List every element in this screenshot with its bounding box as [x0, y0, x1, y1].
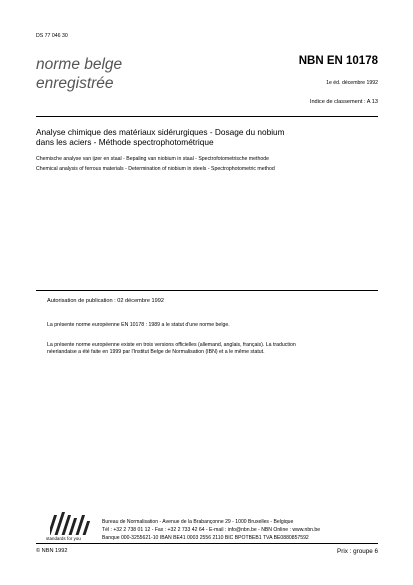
french-title-line-2: dans les aciers - Méthode spectrophotométrique: [36, 137, 214, 147]
address-line-3: Banque 000-3255621-10 IBAN BE41 0003 2556 2110 BIC BPOTBEB1 TVA BE0880857592: [102, 535, 309, 541]
document-code: DS 77 046 30: [36, 33, 68, 39]
status-paragraph: La présente norme européenne EN 10178 : 1989 a le statut d'une norme belge.: [47, 322, 230, 328]
address-line-2: Tél : +32 2 738 01 12 - Fax : +32 2 733 42 64 - E-mail : info@nbn.be - NBN Online : www.nbn.be: [102, 527, 321, 533]
standard-number: NBN EN 10178: [298, 55, 378, 67]
top-divider: [36, 116, 378, 117]
copyright: © NBN 1992: [36, 548, 68, 554]
publication-authorisation: Autorisation de publication : 02 décembre 1992: [47, 298, 164, 304]
versions-paragraph-line-2: néerlandaise a été faite en 1999 par l'Institut Belge de Normalisation (IBN) et a le même statut.: [47, 349, 265, 355]
price-group: Prix : groupe 6: [337, 548, 378, 555]
classification-index: Indice de classement : A 13: [309, 99, 378, 105]
english-title: Chemical analysis of ferrous materials - Determination of niobium in steels - Spectrophotometric method: [36, 166, 275, 172]
dutch-title: Chemische analyse van ijzer en staal - Bepaling van niobium in staal - Spectrofotometrische methode: [36, 156, 269, 162]
logo-caption: standards for you: [46, 536, 81, 541]
address-line-1: Bureau de Normalisation - Avenue de la Brabançonne 29 - 1000 Bruxelles - Belgique: [102, 519, 294, 525]
standard-label-line-2: enregistrée: [36, 75, 114, 92]
versions-paragraph-line-1: La présente norme européenne existe en trois versions officielles (allemand, anglais, français). La traduction: [47, 342, 296, 348]
french-title-line-1: Analyse chimique des matériaux sidérurgiques - Dosage du nobium: [36, 127, 285, 137]
standard-label-line-1: norme belge: [36, 56, 123, 73]
bottom-divider: [36, 543, 378, 544]
middle-divider: [36, 290, 378, 291]
edition-date: 1e éd. décembre 1992: [326, 80, 378, 86]
